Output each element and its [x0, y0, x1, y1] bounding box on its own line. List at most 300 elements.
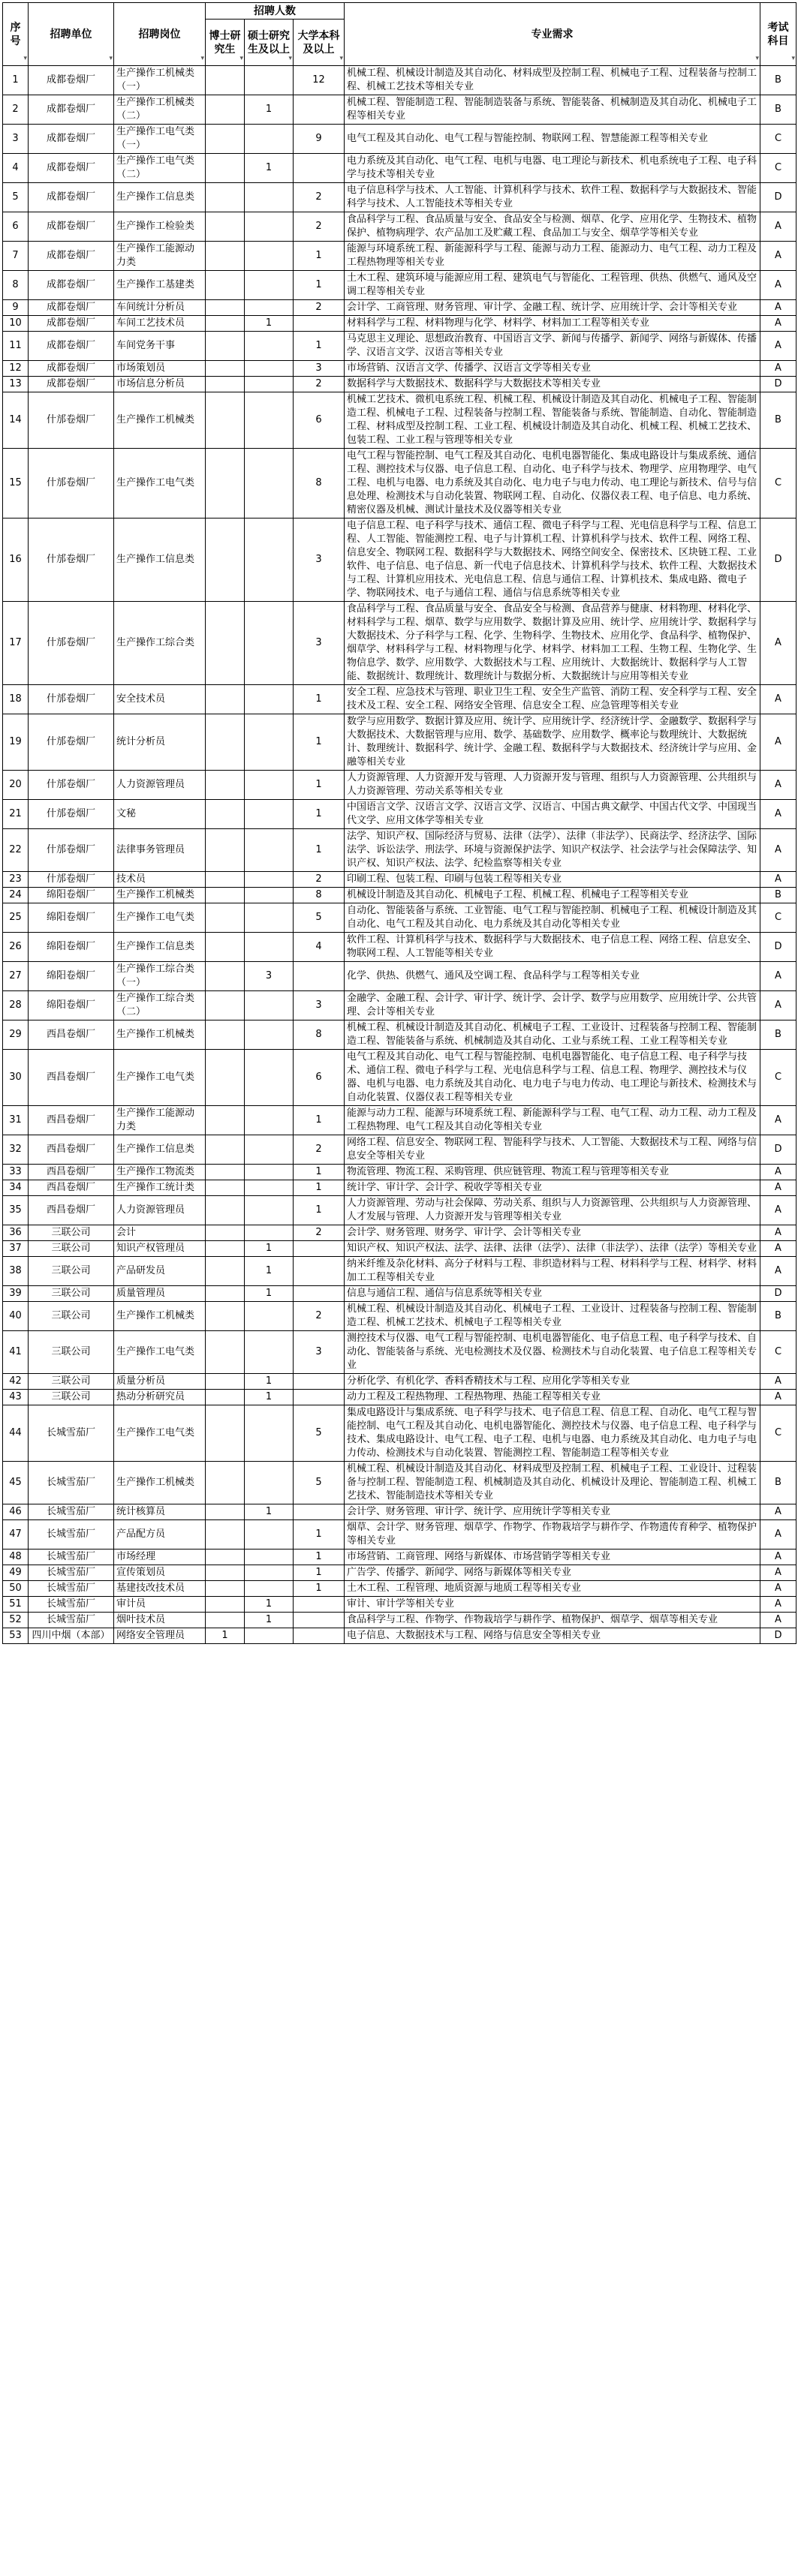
row-no: 49: [3, 1565, 29, 1581]
table-row: [3, 242, 796, 271]
row-phd-count: [206, 66, 245, 95]
row-no: 34: [3, 1180, 29, 1196]
row-position: 生产操作工综合类（一）: [114, 962, 206, 991]
row-master-count: [245, 1331, 294, 1374]
row-phd-count: [206, 1504, 245, 1520]
row-bachelor-count: [294, 1374, 345, 1390]
row-master-count: [245, 800, 294, 829]
row-exam: A: [760, 1520, 796, 1550]
row-master-count: [245, 1050, 294, 1106]
row-phd-count: [206, 183, 245, 212]
row-position: 质量管理员: [114, 1286, 206, 1302]
row-phd-count: [206, 1050, 245, 1106]
table-row: [3, 212, 796, 242]
row-major: 土木工程、工程管理、地质资源与地质工程等相关专业: [345, 1581, 760, 1597]
row-unit: 西昌卷烟厂: [29, 1050, 114, 1106]
row-bachelor-count: 9: [294, 125, 345, 154]
row-master-count: 1: [245, 1597, 294, 1613]
header-master[interactable]: 硕士研究生及以上 ▾: [245, 20, 294, 66]
row-phd-count: [206, 361, 245, 377]
row-bachelor-count: 5: [294, 903, 345, 933]
row-major: 会计学、工商管理、财务管理、审计学、金融工程、统计学、应用统计学、会计等相关专业: [345, 300, 760, 316]
row-position: 产品配方员: [114, 1520, 206, 1550]
row-major: 能源与环境系统工程、新能源科学与工程、能源与动力工程、能源动力、电气工程、动力工程及工程热物理等相关专业: [345, 242, 760, 271]
row-position: 生产操作工电气类: [114, 1331, 206, 1374]
row-phd-count: [206, 154, 245, 183]
row-major: 纳米纤维及杂化材料、高分子材料与工程、非织造材料与工程、材料科学与工程、材料学、材料加工工程等相关专业: [345, 1257, 760, 1286]
row-master-count: 1: [245, 154, 294, 183]
row-unit: 三联公司: [29, 1241, 114, 1257]
row-unit: 什邡卷烟厂: [29, 714, 114, 771]
row-bachelor-count: 2: [294, 183, 345, 212]
row-major: 土木工程、建筑环境与能源应用工程、建筑电气与智能化、工程管理、供热、供燃气、通风及空调工程等相关专业: [345, 271, 760, 300]
table-row: [3, 1241, 796, 1257]
row-master-count: 1: [245, 1286, 294, 1302]
row-exam: A: [760, 962, 796, 991]
row-major: 马克思主义理论、思想政治教育、中国语言文学、新闻与传播学、新闻学、网络与新媒体、传播学、汉语言文学、汉语言等相关专业: [345, 332, 760, 361]
row-unit: 三联公司: [29, 1257, 114, 1286]
row-major: 会计学、财务管理、审计学、统计学、应用统计学等相关专业: [345, 1504, 760, 1520]
row-position: 市场信息分析员: [114, 377, 206, 392]
row-bachelor-count: [294, 1390, 345, 1405]
row-major: 机械工程、智能制造工程、智能制造装备与系统、智能装备、机械制造及其自动化、机械电子工程等相关专业: [345, 95, 760, 125]
table-row: [3, 361, 796, 377]
table-row: [3, 602, 796, 685]
row-unit: 什邡卷烟厂: [29, 829, 114, 872]
row-bachelor-count: 3: [294, 519, 345, 602]
row-no: 50: [3, 1581, 29, 1597]
row-master-count: [245, 714, 294, 771]
row-exam: B: [760, 1462, 796, 1504]
row-position: 生产操作工机械类: [114, 1462, 206, 1504]
row-unit: 成都卷烟厂: [29, 95, 114, 125]
row-unit: 西昌卷烟厂: [29, 1106, 114, 1135]
row-position: 车间党务干事: [114, 332, 206, 361]
row-phd-count: [206, 125, 245, 154]
header-unit[interactable]: 招聘单位 ▾: [29, 3, 114, 66]
row-major: 统计学、审计学、会计学、税收学等相关专业: [345, 1180, 760, 1196]
row-bachelor-count: 1: [294, 829, 345, 872]
row-master-count: [245, 1520, 294, 1550]
row-bachelor-count: 1: [294, 1196, 345, 1225]
row-position: 生产操作工电气类: [114, 1050, 206, 1106]
row-bachelor-count: 1: [294, 1520, 345, 1550]
row-bachelor-count: 3: [294, 602, 345, 685]
row-no: 51: [3, 1597, 29, 1613]
row-bachelor-count: 1: [294, 771, 345, 800]
row-bachelor-count: [294, 316, 345, 332]
row-major: 电气工程及其自动化、电气工程与智能控制、物联网工程、智慧能源工程等相关专业: [345, 125, 760, 154]
row-master-count: [245, 1106, 294, 1135]
row-bachelor-count: 1: [294, 800, 345, 829]
row-major: 材料科学与工程、材料物理与化学、材料学、材料加工工程等相关专业: [345, 316, 760, 332]
row-major: 自动化、智能装备与系统、工业智能、电气工程与智能控制、机械电子工程、机械设计制造及其自动化、电气工程及其自动化、电力系统及其自动化等相关专业: [345, 903, 760, 933]
row-major: 电子信息、大数据技术与工程、网络与信息安全等相关专业: [345, 1628, 760, 1644]
table-row: [3, 519, 796, 602]
row-phd-count: [206, 1302, 245, 1331]
row-bachelor-count: 4: [294, 933, 345, 962]
table-row: [3, 1613, 796, 1628]
row-no: 20: [3, 771, 29, 800]
table-row: [3, 449, 796, 519]
row-master-count: 1: [245, 1257, 294, 1286]
row-major: 动力工程及工程热物理、工程热物理、热能工程等相关专业: [345, 1390, 760, 1405]
row-unit: 成都卷烟厂: [29, 125, 114, 154]
row-bachelor-count: [294, 1286, 345, 1302]
row-unit: 成都卷烟厂: [29, 300, 114, 316]
header-count-group: 招聘人数: [206, 3, 345, 20]
row-phd-count: [206, 800, 245, 829]
table-row: [3, 183, 796, 212]
row-position: 生产操作工电气类（一）: [114, 125, 206, 154]
row-exam: A: [760, 1257, 796, 1286]
table-row: [3, 154, 796, 183]
header-phd[interactable]: 博士研究生 ▾: [206, 20, 245, 66]
row-no: 29: [3, 1020, 29, 1050]
row-no: 14: [3, 392, 29, 449]
row-phd-count: [206, 519, 245, 602]
row-bachelor-count: [294, 154, 345, 183]
row-exam: A: [760, 1225, 796, 1241]
table-row: [3, 1331, 796, 1374]
row-no: 40: [3, 1302, 29, 1331]
table-row: [3, 125, 796, 154]
row-phd-count: [206, 271, 245, 300]
row-exam: A: [760, 685, 796, 714]
row-exam: A: [760, 271, 796, 300]
row-major: 化学、供热、供燃气、通风及空调工程、食品科学与工程等相关专业: [345, 962, 760, 991]
row-bachelor-count: 3: [294, 361, 345, 377]
row-master-count: [245, 1135, 294, 1165]
row-unit: 长城雪茄厂: [29, 1462, 114, 1504]
table-row: [3, 1257, 796, 1286]
row-exam: D: [760, 377, 796, 392]
row-bachelor-count: 1: [294, 685, 345, 714]
row-bachelor-count: [294, 1597, 345, 1613]
row-major: 信息与通信工程、通信与信息系统等相关专业: [345, 1286, 760, 1302]
row-major: 数据科学与大数据技术、数据科学与大数据技术等相关专业: [345, 377, 760, 392]
table-row: [3, 1565, 796, 1581]
row-no: 53: [3, 1628, 29, 1644]
row-position: 生产操作工统计类: [114, 1180, 206, 1196]
row-position: 生产操作工机械类（二）: [114, 95, 206, 125]
row-bachelor-count: 8: [294, 888, 345, 903]
row-bachelor-count: [294, 1257, 345, 1286]
row-bachelor-count: 1: [294, 1565, 345, 1581]
table-row: [3, 1597, 796, 1613]
row-position: 统计分析员: [114, 714, 206, 771]
row-no: 4: [3, 154, 29, 183]
row-unit: 三联公司: [29, 1331, 114, 1374]
table-row: [3, 271, 796, 300]
row-phd-count: [206, 903, 245, 933]
row-no: 23: [3, 872, 29, 888]
table-row: [3, 829, 796, 872]
row-master-count: [245, 1565, 294, 1581]
row-position: 生产操作工电气类: [114, 1405, 206, 1462]
row-phd-count: [206, 1581, 245, 1597]
row-position: 生产操作工电气类（二）: [114, 154, 206, 183]
row-phd-count: [206, 933, 245, 962]
table-row: [3, 872, 796, 888]
row-position: 生产操作工能源动力类: [114, 242, 206, 271]
row-position: 宣传策划员: [114, 1565, 206, 1581]
row-position: 生产操作工综合类（二）: [114, 991, 206, 1020]
table-row: [3, 1628, 796, 1644]
row-unit: 长城雪茄厂: [29, 1581, 114, 1597]
row-position: 会计: [114, 1225, 206, 1241]
row-no: 18: [3, 685, 29, 714]
row-exam: A: [760, 602, 796, 685]
row-position: 生产操作工电气类: [114, 903, 206, 933]
row-unit: 成都卷烟厂: [29, 242, 114, 271]
row-unit: 长城雪茄厂: [29, 1504, 114, 1520]
row-unit: 成都卷烟厂: [29, 361, 114, 377]
row-phd-count: [206, 1286, 245, 1302]
row-no: 19: [3, 714, 29, 771]
row-no: 11: [3, 332, 29, 361]
row-exam: C: [760, 125, 796, 154]
row-exam: A: [760, 1613, 796, 1628]
row-bachelor-count: 1: [294, 1180, 345, 1196]
row-major: 会计学、财务管理、财务学、审计学、会计等相关专业: [345, 1225, 760, 1241]
row-no: 48: [3, 1550, 29, 1565]
row-major: 机械设计制造及其自动化、机械电子工程、机械工程、机械电子工程等相关专业: [345, 888, 760, 903]
row-unit: 什邡卷烟厂: [29, 392, 114, 449]
row-no: 39: [3, 1286, 29, 1302]
row-master-count: 1: [245, 1374, 294, 1390]
row-master-count: [245, 125, 294, 154]
row-no: 3: [3, 125, 29, 154]
row-master-count: [245, 300, 294, 316]
row-master-count: [245, 242, 294, 271]
row-phd-count: [206, 1241, 245, 1257]
row-no: 10: [3, 316, 29, 332]
row-exam: C: [760, 154, 796, 183]
row-no: 28: [3, 991, 29, 1020]
row-unit: 三联公司: [29, 1390, 114, 1405]
recruitment-table: [2, 2, 796, 1644]
table-row: [3, 1286, 796, 1302]
row-phd-count: [206, 95, 245, 125]
row-master-count: 1: [245, 1390, 294, 1405]
row-bachelor-count: 2: [294, 212, 345, 242]
table-row: [3, 962, 796, 991]
row-bachelor-count: [294, 1504, 345, 1520]
row-master-count: [245, 1462, 294, 1504]
row-position: 生产操作工机械类: [114, 1302, 206, 1331]
header-no[interactable]: 序号 ▾: [3, 3, 29, 66]
row-no: 12: [3, 361, 29, 377]
row-exam: A: [760, 1504, 796, 1520]
row-unit: 什邡卷烟厂: [29, 685, 114, 714]
row-exam: C: [760, 903, 796, 933]
row-unit: 西昌卷烟厂: [29, 1180, 114, 1196]
row-exam: A: [760, 361, 796, 377]
header-bachelor[interactable]: 大学本科及以上 ▾: [294, 20, 345, 66]
row-phd-count: [206, 685, 245, 714]
row-exam: C: [760, 1405, 796, 1462]
header-exam[interactable]: 考试科目 ▾: [760, 3, 796, 66]
row-unit: 绵阳卷烟厂: [29, 888, 114, 903]
row-phd-count: [206, 714, 245, 771]
row-phd-count: [206, 1565, 245, 1581]
row-position: 人力资源管理员: [114, 771, 206, 800]
row-unit: 绵阳卷烟厂: [29, 903, 114, 933]
table-row: [3, 377, 796, 392]
table-row: [3, 1520, 796, 1550]
row-master-count: [245, 212, 294, 242]
row-major: 人力资源管理、劳动与社会保障、劳动关系、组织与人力资源管理、公共组织与人力资源管理、人才发展与管理、人力资源开发与管理等相关专业: [345, 1196, 760, 1225]
row-phd-count: [206, 1165, 245, 1180]
row-no: 25: [3, 903, 29, 933]
row-phd-count: [206, 1374, 245, 1390]
row-master-count: [245, 1550, 294, 1565]
row-major: 知识产权、知识产权法、法学、法律、法律（法学）、法律（非法学）、法律（法学）等相关专业: [345, 1241, 760, 1257]
row-exam: A: [760, 242, 796, 271]
row-no: 38: [3, 1257, 29, 1286]
row-exam: A: [760, 1581, 796, 1597]
row-phd-count: [206, 300, 245, 316]
row-exam: D: [760, 519, 796, 602]
table-row: [3, 316, 796, 332]
row-unit: 长城雪茄厂: [29, 1550, 114, 1565]
row-no: 37: [3, 1241, 29, 1257]
row-no: 22: [3, 829, 29, 872]
row-exam: A: [760, 872, 796, 888]
row-phd-count: [206, 962, 245, 991]
row-major: 机械工程、机械设计制造及其自动化、材料成型及控制工程、机械电子工程、过程装备与控制工程、机械工艺技术等相关专业: [345, 66, 760, 95]
row-no: 1: [3, 66, 29, 95]
header-position[interactable]: 招聘岗位 ▾: [114, 3, 206, 66]
row-bachelor-count: 1: [294, 271, 345, 300]
row-exam: C: [760, 1331, 796, 1374]
row-unit: 成都卷烟厂: [29, 212, 114, 242]
table-row: [3, 300, 796, 316]
row-master-count: [245, 1180, 294, 1196]
row-exam: A: [760, 1374, 796, 1390]
row-master-count: [245, 66, 294, 95]
row-no: 41: [3, 1331, 29, 1374]
row-master-count: [245, 519, 294, 602]
row-phd-count: [206, 771, 245, 800]
row-exam: B: [760, 1302, 796, 1331]
row-unit: 什邡卷烟厂: [29, 602, 114, 685]
row-master-count: [245, 771, 294, 800]
row-bachelor-count: 2: [294, 1225, 345, 1241]
row-phd-count: [206, 829, 245, 872]
row-position: 生产操作工信息类: [114, 1135, 206, 1165]
row-bachelor-count: [294, 1628, 345, 1644]
row-exam: A: [760, 212, 796, 242]
row-exam: A: [760, 829, 796, 872]
row-exam: A: [760, 1565, 796, 1581]
header-major[interactable]: 专业需求 ▾: [345, 3, 760, 66]
row-master-count: 1: [245, 1613, 294, 1628]
row-no: 45: [3, 1462, 29, 1504]
row-master-count: 1: [245, 316, 294, 332]
row-position: 文秘: [114, 800, 206, 829]
row-phd-count: [206, 332, 245, 361]
table-row: [3, 1374, 796, 1390]
row-position: 安全技术员: [114, 685, 206, 714]
row-unit: 绵阳卷烟厂: [29, 933, 114, 962]
table-row: [3, 771, 796, 800]
row-major: 物流管理、物流工程、采购管理、供应链管理、物流工程与管理等相关专业: [345, 1165, 760, 1180]
row-phd-count: [206, 1225, 245, 1241]
row-major: 广告学、传播学、新闻学、网络与新媒体等相关专业: [345, 1565, 760, 1581]
row-major: 机械工艺技术、微机电系统工程、机械工程、机械设计制造及其自动化、机械电子工程、智能制造工程、机械电子工程、过程装备与控制工程、智能装备与系统、智能制造、自动化、智能制造工程、材料成型及控制工程、工业工程、机械设计制造及其自动化、机械工程、机械工艺技术、包装工程、工业工程与管理等相关专业: [345, 392, 760, 449]
row-phd-count: [206, 1405, 245, 1462]
row-bachelor-count: 1: [294, 1165, 345, 1180]
row-exam: D: [760, 1628, 796, 1644]
row-unit: 成都卷烟厂: [29, 66, 114, 95]
row-position: 生产操作工机械类: [114, 888, 206, 903]
row-exam: A: [760, 1241, 796, 1257]
row-position: 生产操作工信息类: [114, 933, 206, 962]
row-bachelor-count: 2: [294, 1302, 345, 1331]
row-no: 42: [3, 1374, 29, 1390]
row-exam: A: [760, 1196, 796, 1225]
row-position: 技术员: [114, 872, 206, 888]
row-bachelor-count: [294, 1613, 345, 1628]
row-major: 机械工程、机械设计制造及其自动化、机械电子工程、工业设计、过程装备与控制工程、智能制造工程、机械工艺技术、机械电子工程等相关专业: [345, 1302, 760, 1331]
row-unit: 四川中烟（本部）: [29, 1628, 114, 1644]
row-position: 生产操作工机械类: [114, 1020, 206, 1050]
table-row: [3, 392, 796, 449]
table-row: [3, 332, 796, 361]
table-row: [3, 1462, 796, 1504]
table-row: [3, 1135, 796, 1165]
row-phd-count: [206, 212, 245, 242]
row-unit: 长城雪茄厂: [29, 1520, 114, 1550]
row-position: 人力资源管理员: [114, 1196, 206, 1225]
row-unit: 三联公司: [29, 1302, 114, 1331]
row-master-count: [245, 872, 294, 888]
row-unit: 长城雪茄厂: [29, 1597, 114, 1613]
row-exam: A: [760, 991, 796, 1020]
row-unit: 成都卷烟厂: [29, 154, 114, 183]
row-position: 基建技改技术员: [114, 1581, 206, 1597]
row-exam: D: [760, 933, 796, 962]
table-body: [3, 66, 796, 1644]
row-position: 产品研发员: [114, 1257, 206, 1286]
row-bachelor-count: [294, 962, 345, 991]
row-phd-count: [206, 1106, 245, 1135]
row-major: 金融学、金融工程、会计学、审计学、统计学、会计学、数学与应用数学、应用统计学、公共管理、会计等相关专业: [345, 991, 760, 1020]
row-unit: 三联公司: [29, 1286, 114, 1302]
table-row: [3, 903, 796, 933]
row-phd-count: [206, 1462, 245, 1504]
row-bachelor-count: 2: [294, 872, 345, 888]
row-bachelor-count: 12: [294, 66, 345, 95]
row-master-count: [245, 361, 294, 377]
row-bachelor-count: 1: [294, 714, 345, 771]
row-exam: D: [760, 1135, 796, 1165]
row-position: 热动分析研究员: [114, 1390, 206, 1405]
table-row: [3, 1581, 796, 1597]
table-row: [3, 66, 796, 95]
row-master-count: [245, 685, 294, 714]
row-no: 21: [3, 800, 29, 829]
row-no: 7: [3, 242, 29, 271]
row-no: 8: [3, 271, 29, 300]
row-major: 集成电路设计与集成系统、电子科学与技术、电子信息工程、信息工程、自动化、电气工程与智能控制、电气工程及其自动化、电机电器智能化、测控技术与仪器、电子信息工程、电子科学与技术、集成电路设计、电气工程、电子工程、电机与电器、电力系统及其自动化、电力电子与电力传动、检测技术与自动化装置、智能测控工程、智能制造工程等相关专业: [345, 1405, 760, 1462]
row-position: 生产操作工信息类: [114, 183, 206, 212]
row-phd-count: [206, 1020, 245, 1050]
row-master-count: [245, 602, 294, 685]
row-phd-count: [206, 242, 245, 271]
